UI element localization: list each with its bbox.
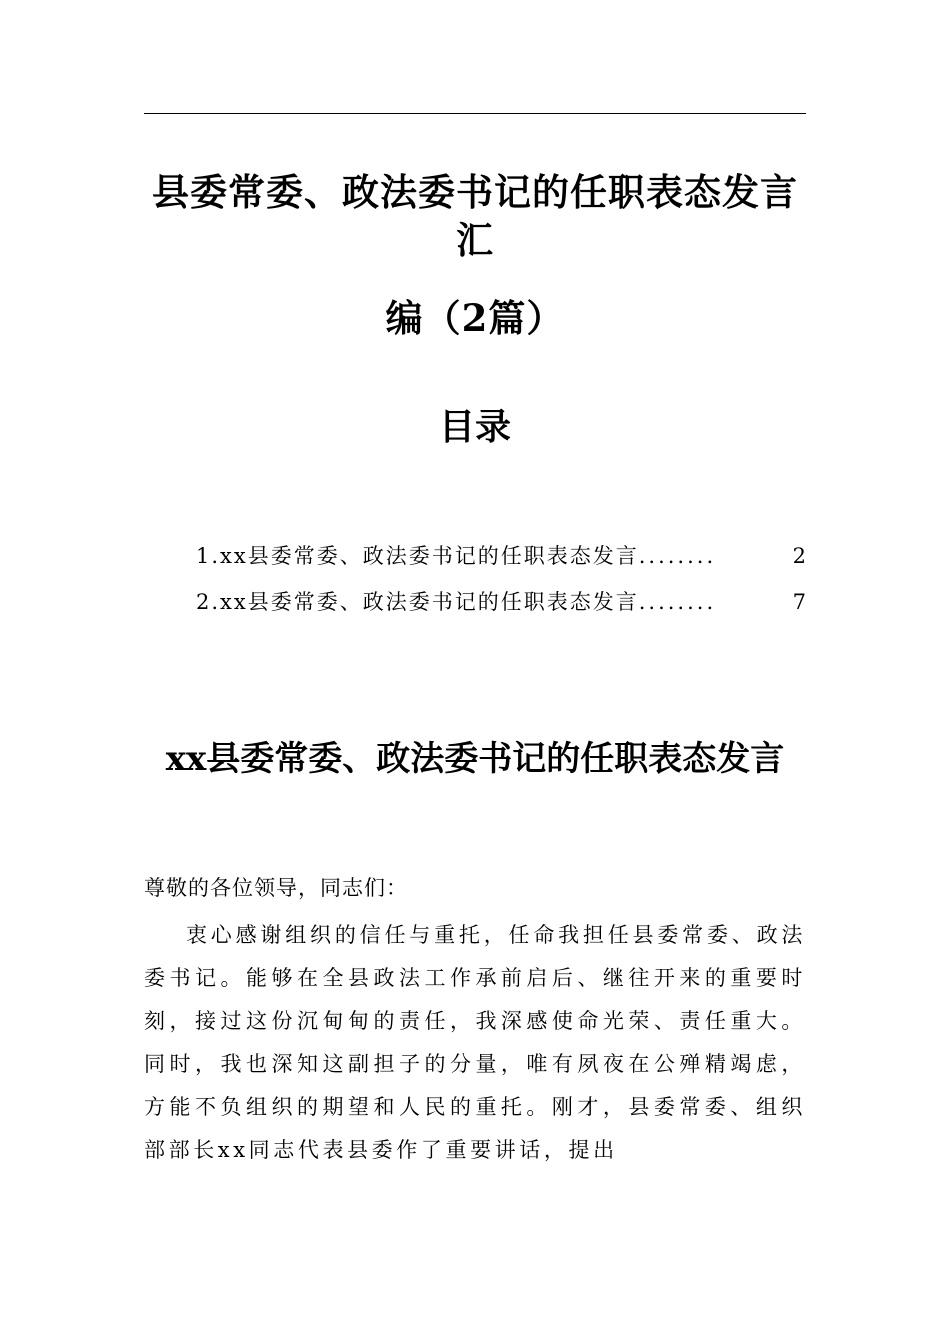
table-of-contents xyxy=(196,540,806,632)
toc-heading: 目录 xyxy=(438,406,511,448)
document-title-line-2: 编（2篇） xyxy=(385,296,565,340)
toc-entry-title: 2.xx县委常委、政法委书记的任职表态发言 xyxy=(196,590,639,614)
body-paragraph: 衷心感谢组织的信任与重托，任命我担任县委常委、政法委书记。能够在全县政法工作承前启后、继往开来的重要时刻，接过这份沉甸甸的责任，我深感使命光荣、责任重大。同时，我也深知这副担子的分量，唯有夙夜在公殚精竭虑，方能不负组织的期望和人民的重托。刚才，县委常委、组织部部长xx同志代表县委作了重要讲话，提出 xyxy=(144,923,806,1162)
toc-entry-title: 1.xx县委常委、政法委书记的任职表态发言 xyxy=(196,544,639,568)
document-title-line-1: 县委常委、政法委书记的任职表态发言汇 xyxy=(152,170,798,262)
toc-entry-leader: ........ xyxy=(638,544,717,568)
toc-entry-2[interactable] xyxy=(196,586,806,618)
toc-entry-1[interactable] xyxy=(196,540,806,572)
toc-entry-page: 7 xyxy=(792,590,806,614)
document-title xyxy=(144,168,806,342)
salutation: 尊敬的各位领导，同志们： xyxy=(144,876,408,900)
toc-entry-leader: ........ xyxy=(638,590,717,614)
toc-entry-page: 2 xyxy=(792,544,806,568)
header-rule xyxy=(144,113,806,114)
article-title: xx县委常委、政法委书记的任职表态发言 xyxy=(165,739,785,779)
